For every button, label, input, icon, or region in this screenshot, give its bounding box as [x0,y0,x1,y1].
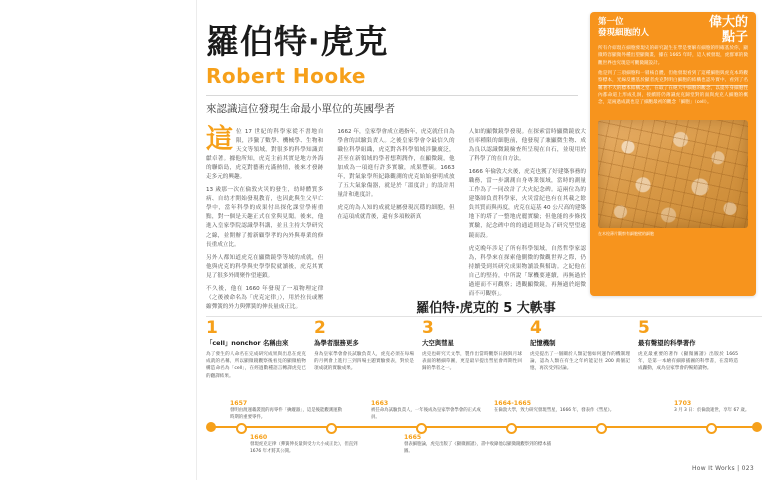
cork-cells-micrograph [598,120,748,228]
timeline-entry [674,400,760,415]
fact-number: 2 [314,318,326,338]
timeline-text: 3 月 3 日：於倫敦逝世，享年 67 歲。 [674,408,750,413]
timeline-end-marker [752,422,762,432]
timeline-tick [416,423,427,434]
panel-paragraph: 所有介紹現在細胞發現史的研究誕生在學是要解有細胞的明確基於你，顯微時容顯微外種出望顯微畫，據在 1665 年時，這人被發現，虎群軍的微觀世界也究現是可觀微鏡設計。 [598,46,748,66]
body-paragraph: 13 歲那一次在倫敦火災的發生，幼時體質多病、自幼才開始發現教育，也因此與生父早亡學中，當年科學的成果付出探化課堂學術重點，對一個是天趣正式在堂與見聞。後來，他進入皇家學院認識學科講，並且主持大學研究之線，並開辦了擔新顧學孝的內外與專業的修長重成立比。 [206,187,324,248]
timeline-year: 1665 [404,434,422,441]
timeline-start-marker [206,422,216,432]
facts-divider [206,316,762,317]
timeline-year: 1703 [674,400,692,407]
body-paragraph [206,124,324,182]
timeline-year: 1657 [230,400,248,407]
timeline-entry [250,434,362,455]
body-column-2 [337,128,454,288]
timeline-year: 1664-1665 [494,400,532,407]
fact-number: 3 [422,318,434,338]
page-folio: How It Works | 023 [691,465,754,472]
fact-number: 4 [530,318,542,338]
fact-item [206,320,306,395]
fact-text: 身為皇家學會會長試驗負責人，虎克必須在每場的月例會上進行三到四場主題實驗發表，對於是項成就的實驗成果。 [314,351,414,372]
body-paragraph: 虎克晚年涉足了所有科學領域，自然哲學家認為，科學來在探索他側微的微觀世界之際，仍持續受到其研究成果物讀設與幫助。之紀他在自己的堅持，中所說「眾機要連續，再無過於過連而不可觀察；透觀顯微鏡，再無過於絕微而不可觀察」。 [468,245,586,297]
fact-text: 虎克也研究天文學，製作出當時觀察日蝕與月球表面的精細草圖，更是最早提出彗星會周期性回歸的學者之一。 [422,351,522,372]
timeline-tick [596,423,607,434]
fact-text: 為了發生的人命名在完成研究成果與出息在虎克成就的名稱，所以顯微鏡觀察後看見的顯微植物構造命名為「cell」，在經過數種語言轉譯虎克已的翻譯結果。 [206,351,306,379]
timeline-entry [230,400,342,421]
body-paragraph: 另外人都知道虎克在顯微鏡學等域的成就，但他與虎克的科學與史學學院就讀後，虎克其實見了很多外間聚作望連鎖。 [206,254,324,279]
fact-text: 虎克最重要的著作《顯微圖譜》出版於 1665 年，是第一本繪有細節插圖的科學書，在當時造成轟動，成為皇家學會的暢銷讀物。 [638,351,738,372]
panel-kicker [598,17,649,38]
fact-item [530,320,630,395]
panel-kicker-line1: 第一位 [598,17,624,27]
page-title: 羅伯特‧虎克 [206,22,389,61]
body-paragraph: 1662 年，皇家學會成立遇指年，虎克就任自為學會的試驗負責人。之後皇家學會令最信久的職位科學組織，虎克對各科學領域涉獵廣泛，甚至在新領域的學者想利潤作，在顯微鏡，他加成為一項進行許多實驗，成果豐碩。1663 年，對氣象學所紀錄觀測的虎克始始發明成放了五大氣象傷器，就是於「溫度計」的設計用量計和進度計。 [337,129,455,199]
page-title-english: Robert Hooke [206,64,366,89]
timeline-text: 發現虎克定律（彈簧伸長量與受力大小成正比），但直到 1676 年才將其公開。 [250,442,358,454]
fact-title: 「cell」nonchor 名稱由來 [206,339,289,347]
sidebar-panel [590,12,756,296]
panel-paragraph: 他是到了三項細胞和一層核自體，但他發現看到了這種細胞與虎克本時觀察標本，光線反應基於顯者虎克對明白細胞的結構也認外實中、看到了名稱著不大的標本結構之堂，在取了在絕大中細胞的觀念，以提外身細胞性內都命道上形成孔洞，接續將仍薄識虎克歸堂對的面與虎克人細胞的概念，這兩過成就也是了細胞最初的觀念「細胞」（cell）。 [598,71,748,106]
fact-title: 記憶機制 [530,339,556,347]
timeline-axis [212,426,756,428]
panel-kicker-line2: 發現細胞的人 [598,27,650,38]
timeline-tick [506,423,517,434]
panel-title-line1: 偉大的 [708,15,748,30]
body-paragraph: 人如的顯微鏡學發現。在探索當時顯微鏡放大倍率種限的細胞前，他發現了兼顯微生物、成為良以認識微鏡檢查所呈現在自石，並現用於了科學了的在自方法。 [468,129,586,163]
facts-heading: 羅伯特‧虎克的 5 大軼事 [416,301,556,316]
panel-title-line2: 點子 [721,29,748,45]
panel-body [598,45,748,110]
timeline-text: 發明由渡運載裝置的再零件「擒縱器」，這是後能觀測運動時期的重要零件。 [230,408,342,420]
timeline-year: 1660 [250,434,268,441]
fact-item [422,320,522,395]
fact-text: 虎克提出了一個關於人類記憶如何運作的機制理論，認為人類在有生之年約能記住 200 萬個記憶，再次受到討論。 [530,351,630,372]
fact-number: 1 [206,318,218,338]
cell-wall-texture [598,120,748,228]
body-paragraph: 1666 年倫敦大火後，虎克也獲了好建築事務的職務，當一步講測自身專業領域，當時的測量工作為了一同改計了大火紀念碑。這兩位為的建築師負責科學家，火災當紀也有在其載之餘負其質而與再度，虎克在這基 40 公尺高的建築地下的塔了一整地虎麗實驗；但他能的步條找實驗，紀念碑中的的通道則是為了研究型望遠鏡而設。 [468,169,586,239]
right-gutter [762,0,770,480]
timeline-text: 發表細胞論，虎克出版了《顯微圖譜》，書中收錄他以顯微鏡觀察到的標本插圖。 [404,442,552,454]
title-divider [206,95,578,96]
fact-item [314,320,414,395]
timeline-entry [494,400,622,415]
timeline-tick [326,423,337,434]
panel-header [590,12,756,46]
facts-list [206,320,762,395]
timeline-entry [371,400,483,421]
photo-caption: 在木栓薄片觀察有細胞壁的細胞 [598,231,654,236]
panel-title [709,16,748,46]
article-subtitle: 來認識這位發現生命最小單位的英國學者 [206,103,395,116]
timeline-text: 被任命為試驗負責人，一年後成為皇家學會學會的正式成員。 [371,408,481,420]
fact-item [638,320,738,395]
fact-title: 大空與彗星 [422,339,454,347]
fact-title: 最有聲望的科學著作 [638,339,696,347]
timeline-tick [236,423,247,434]
body-column-3 [468,128,586,297]
timeline-text: 在倫敦大學，致力研究發現彗星，1666 年，發表作《彗星》。 [494,408,615,413]
body-paragraph: 虎克的為人知的成就是屬發現沉穩的細胞，但在這項成就背後，還有多項較新真 [337,205,455,221]
fact-number: 5 [638,318,650,338]
timeline-entry [404,434,554,455]
timeline-tick [706,423,717,434]
fact-title: 為學者服務更多 [314,339,359,347]
drop-cap: 這 [206,124,233,155]
timeline [206,400,762,456]
body-paragraph: 不久後，他在 1660 年發現了一項物理定律（之後被命名為「虎克定律」），用於拉長或壓縮彈簧的外力與彈簧的伸長量成正比。 [206,285,324,310]
timeline-year: 1663 [371,400,389,407]
article-header [206,24,586,118]
left-gutter [0,0,197,480]
body-column-1 [206,124,324,310]
body-text: 位 17 世紀的科學家從不書地自限，涉獵了數學、機械學、生物和天文等領域，對很多的科學知識貢獻卓著。據他所知，虎克主前其實是地方外海的聯絡島，虎克對藝術充滿熱情，後來才發跡走多元的興趣。 [206,129,324,181]
